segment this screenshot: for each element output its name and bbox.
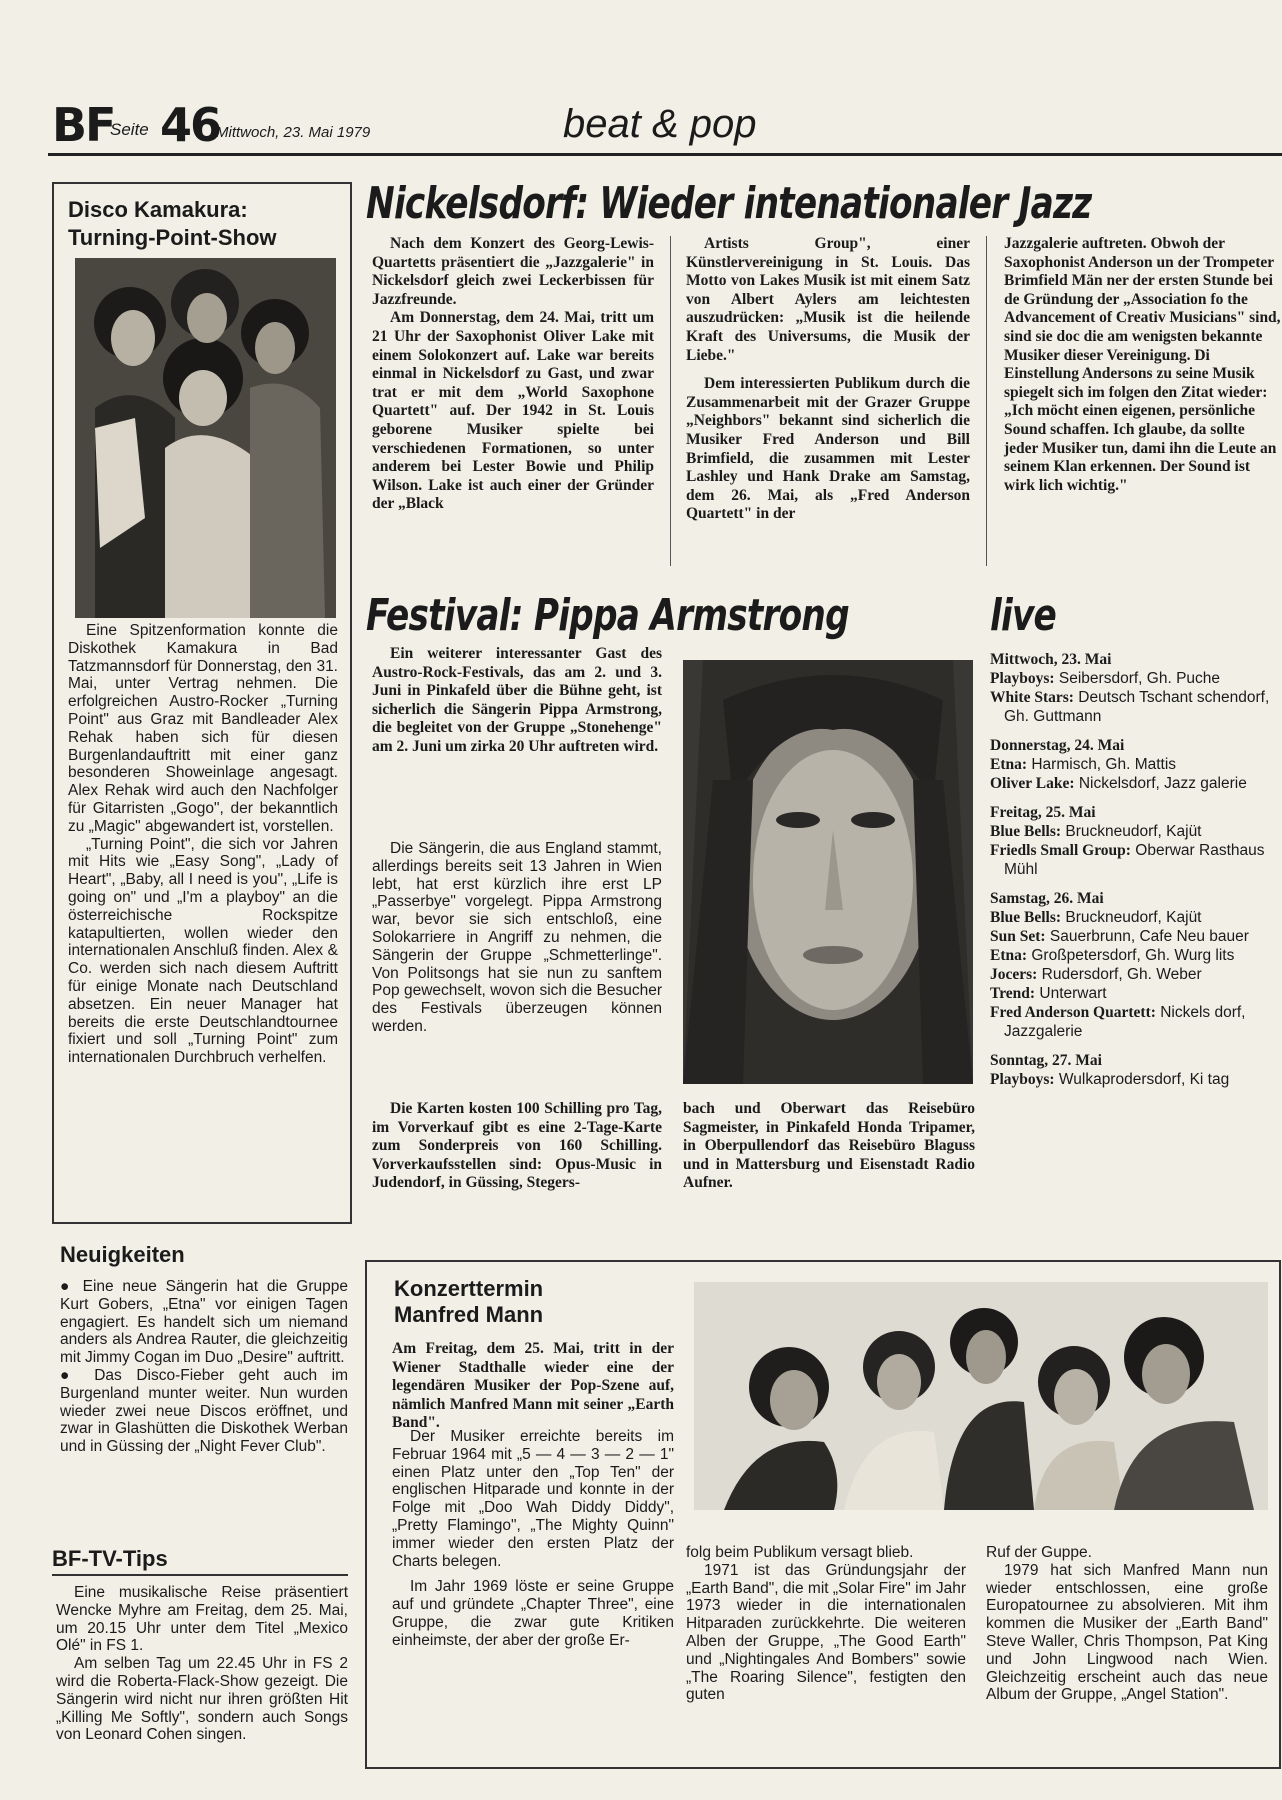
manfred-paragraph: folg beim Publikum versagt blieb. (686, 1544, 914, 1561)
sidebar-paragraph: Eine Spitzenformation konnte die Diskothek Kamakura in Bad Tatzmannsdorf für Donnerstag, den 31. Mai, unter Vertrag nehmen. Die erfolgreichen Austro-Rocker „Turning Point" aus Graz mit Bandleader Alex Rehak haben sich für diesen Burgenlandauftritt mit einer ganz besonderen Showeinlage angesagt. Alex Rehak wird auch den Nachfolger für Gitarristen „Gogo", der bekanntlich zu „Magic" abgewandert ist, vorstellen. (68, 622, 338, 835)
news-headline: Neuigkeiten (60, 1242, 185, 1267)
header-rule (48, 153, 1282, 156)
live-event: Playboys: Seibersdorf, Gh. Puche (990, 670, 1221, 687)
news-item: ● Eine neue Sängerin hat die Gruppe Kurt Gobers, „Etna" vor einigen Tagen engagiert. Es handelt sich um niemand anders als Andrea Rauter, die gleichzeitig mit Jimmy Cogan im Duo „Desire" auftritt. (60, 1278, 348, 1367)
band-photo-manfred-mann (694, 1282, 1268, 1510)
manfred-mann-headline: Konzerttermin Manfred Mann (394, 1276, 544, 1327)
live-event: Sun Set: Sauerbrunn, Cafe Neu bauer (990, 928, 1249, 945)
portrait-pippa-armstrong (683, 660, 973, 1084)
sidebar-article (68, 622, 338, 1067)
festival-tickets-left (372, 1100, 662, 1193)
festival-paragraph: bach und Oberwart das Reisebüro Sagmeister, in Pinkafeld Honda Tripamer, in Oberpullendorf das Reisebüro Blaguss und in Mattersburg und Eisenstadt Radio Aufner. (683, 1100, 975, 1192)
festival-paragraph: Die Karten kosten 100 Schilling pro Tag, im Vorverkauf gibt es eine 2-Tage-Karte zum Sonderpreis von 160 Schilling. Vorverkaufsstellen sind: Opus-Music in Judendorf, in Güssing, Stegers- (372, 1100, 662, 1192)
manfred-mann-lead (392, 1340, 674, 1433)
issue-date: Mittwoch, 23. Mai 1979 (216, 124, 371, 141)
band-photo-turning-point (75, 258, 336, 618)
jazz-paragraph: Jazzgalerie auftreten. Obwoh der Saxophonist Anderson un der Trompeter Brimfield Män ner der ersten Stunde bei de Gründung der „Association fo the Advancement of Creativ Musicians" sind, sind sie doc die am wenigsten bekannte Musiker dieser Vereinigung. Di Einstellung Andersons zu seine Musik spiegelt sich im folgen den Zitat wieder: „Ich möcht einen eigenen, persönliche Sound schaffen. Ich glaube, da sollte jeder Musiker tun, dami ihn die Leute an seinem Klan erkennen. Der Sound ist wirk lich wichtig." (1004, 235, 1281, 494)
manfred-column-1 (392, 1428, 674, 1650)
bullet-icon: ● (60, 1278, 74, 1295)
live-event: Blue Bells: Bruckneudorf, Kajüt (990, 823, 1202, 840)
manfred-paragraph: Im Jahr 1969 löste er seine Gruppe auf und gründete „Chapter Three", eine Gruppe, die zwar gute Kritiken einheimste, der aber der große Er- (392, 1578, 674, 1649)
festival-tickets-right (683, 1100, 975, 1193)
manfred-paragraph: Am Freitag, dem 25. Mai, tritt in der Wiener Stadthalle wieder eine der legendären Musiker der Pop-Szene auf, nämlich Manfred Mann mit seiner „Earth Band". (392, 1340, 674, 1432)
manfred-paragraph: 1971 ist das Gründungsjahr der „Earth Band", die mit „Solar Fire" im Jahr 1973 wieder in die internationalen Hitparaden zurückkehrte. Die weiteren Alben der Gruppe, „The Good Earth" und „Nightingales And Bombers" sowie „The Roaring Silence", festigten den guten (686, 1561, 966, 1704)
sidebar-headline: Disco Kamakura: Turning-Point-Show (68, 197, 277, 250)
manfred-paragraph: Ruf der Guppe. (986, 1544, 1092, 1561)
live-day: Freitag, 25. Mai (990, 804, 1096, 821)
photo-image (683, 660, 973, 1084)
tv-tips-rule (52, 1574, 348, 1576)
manfred-paragraph: 1979 hat sich Manfred Mann nun wieder entschlossen, eine große Europatournee zu absolvieren. Mit ihm kommen die Musiker der „Earth Band" Steve Waller, Chris Thompson, Pat King und John Lingwood nach Wien. Gleichzeitig erscheint auch das neue Album der Gruppe, „Angel Station". (986, 1561, 1268, 1704)
column-divider (670, 236, 671, 566)
live-event: Etna: Großpetersdorf, Gh. Wurg lits (990, 947, 1235, 964)
news-item: ● Das Disco-Fieber geht auch im Burgenland munter weiter. Nun wurden wieder zwei neue Discos eröffnet, und zwar in Glashütten die Diskothek Werban und in Güssing der „Night Fever Club". (60, 1366, 348, 1456)
manfred-paragraph: Der Musiker erreichte bereits im Februar 1964 mit „5 — 4 — 3 — 2 — 1" einen Platz unter den „Top Ten" der englischen Hitparade und konnte in der Folge mit „Doo Wah Diddy Diddy", „Pretty Flamingo", „The Mighty Quinn" immer wieder den ersten Platz der Charts belegen. (392, 1428, 674, 1570)
jazz-paragraph: Am Donnerstag, dem 24. Mai, tritt um 21 Uhr der Saxophonist Oliver Lake mit einem Solokonzert auf. Lake war bereits einmal in Nickelsdorf zu Gast, und zwar trat er mit dem „World Saxophone Quartett" auf. Der 1942 in St. Louis geborene Musiker spielte bei verschiedenen Formationen, so unter anderem bei Lester Bowie und Philip Wilson. Lake ist auch einer der Gründer der „Black (372, 309, 654, 513)
jazz-paragraph: Dem interessierten Publikum durch die Zusammenarbeit mit der Grazer Gruppe „Neighbors" bekannt sind sicherlich die Musiker Fred Anderson und Bill Brimfield, die zusammen mit Lester Lashley und Hank Drake am Samstag, dem 26. Mai, als „Fred Anderson Quartett" in der (686, 375, 970, 523)
festival-body (372, 840, 662, 1036)
live-day: Samstag, 26. Mai (990, 890, 1104, 907)
live-event: Trend: Unterwart (990, 985, 1107, 1002)
manfred-column-2 (686, 1544, 966, 1704)
jazz-paragraph: Nach dem Konzert des Georg-Lewis-Quartetts präsentiert die „Jazzgalerie" in Nickelsdorf gleich zwei Leckerbissen für Jazzfreunde. (372, 235, 654, 308)
jazz-column-1 (372, 235, 654, 514)
column-divider (986, 236, 987, 566)
live-event: Etna: Harmisch, Gh. Mattis (990, 756, 1177, 773)
photo-image (75, 258, 336, 618)
live-event: Friedls Small Group: Oberwar Rasthaus Mühl (990, 842, 1265, 878)
live-event: Oliver Lake: Nickelsdorf, Jazz galerie (990, 775, 1247, 792)
paper-logo: BF (52, 98, 115, 152)
live-day: Donnerstag, 24. Mai (990, 737, 1125, 754)
tv-tips-body (56, 1584, 348, 1744)
jazz-paragraph: Artists Group", einer Künstlervereinigung in St. Louis. Das Motto von Lakes Musik ist mit einem Satz von Albert Aylers am leichtesten auszudrücken: „Musik ist die heilende Kraft des Universums, die Musik der Liebe." (686, 235, 970, 364)
manfred-column-3 (986, 1544, 1268, 1704)
live-event: White Stars: Deutsch Tschant schendorf, Gh. Guttmann (990, 689, 1270, 725)
tv-tips-paragraph: Eine musikalische Reise präsentiert Wencke Myhre am Freitag, dem 25. Mai, um 20.15 Uhr unter dem Titel „Mexico Olé" in FS 1. (56, 1584, 348, 1655)
jazz-column-3 (1004, 235, 1282, 495)
festival-paragraph: Ein weiterer interessanter Gast des Austro-Rock-Festivals, das am 2. und 3. Juni in Pinkafeld über die Bühne geht, ist sicherlich die Sängerin Pippa Armstrong, die begleitet von der Gruppe „Stonehenge" am 2. Juni um zirka 20 Uhr auftreten wird. (372, 645, 662, 755)
live-listings (990, 650, 1282, 1089)
live-event: Fred Anderson Quartett: Nickels dorf, Jazzgalerie (990, 1004, 1246, 1040)
section-title: beat & pop (563, 102, 757, 146)
live-event: Playboys: Wulkaprodersdorf, Ki tag (990, 1071, 1230, 1088)
live-day: Sonntag, 27. Mai (990, 1052, 1102, 1069)
live-event: Blue Bells: Bruckneudorf, Kajüt (990, 909, 1202, 926)
live-day: Mittwoch, 23. Mai (990, 651, 1112, 668)
photo-image (694, 1282, 1268, 1510)
sidebar-paragraph: „Turning Point", die sich vor Jahren mit Hits wie „Easy Song", „Lady of Heart", „Baby, all I need is you", „Life is going on" und „I'm a playboy" an die österreichische Rockspitze katapultierten, wollen wieder den internationalen Anschluß finden. Alex & Co. werden sich nach diesem Auftritt für einige Monate nach Deutschland absetzen. Ein neuer Manager hat bereits die erste Deutschlandtournee fixiert und soll „Turning Point" zum internationalen Durchbruch verhelfen. (68, 835, 338, 1067)
page-number: 46 (160, 98, 221, 152)
news-items (60, 1278, 348, 1456)
festival-paragraph: Die Sängerin, die aus England stammt, allerdings bereits seit 13 Jahren in Wien lebt, hat erst kürzlich ihre erst LP „Passerbye" vorgelegt. Pippa Armstrong war, bevor sie sich entschloß, eine Solokarriere in Angriff zu nehmen, die Sängerin der Gruppe „Schmetterlinge". Von Politsongs hat sie nun zu sanftem Pop gewechselt, wovon sich die Besucher des Festivals überzeugen können werden. (372, 840, 662, 1035)
live-event: Jocers: Rudersdorf, Gh. Weber (990, 966, 1202, 983)
festival-lead (372, 645, 662, 757)
bullet-icon: ● (60, 1366, 80, 1384)
tv-tips-headline: BF-TV-Tips (52, 1546, 168, 1571)
jazz-column-2 (686, 235, 970, 524)
festival-headline: Festival: Pippa Armstrong (366, 590, 849, 641)
tv-tips-paragraph: Am selben Tag um 22.45 Uhr in FS 2 wird die Roberta-Flack-Show gezeigt. Die Sängerin wird nicht nur ihren größten Hit „Killing Me Softly", sondern auch Songs von Leonard Cohen singen. (56, 1655, 348, 1744)
jazz-headline: Nickelsdorf: Wieder intenationaler Jazz (366, 178, 1092, 229)
page-label: Seite (110, 120, 149, 139)
live-headline: live (990, 590, 1057, 641)
